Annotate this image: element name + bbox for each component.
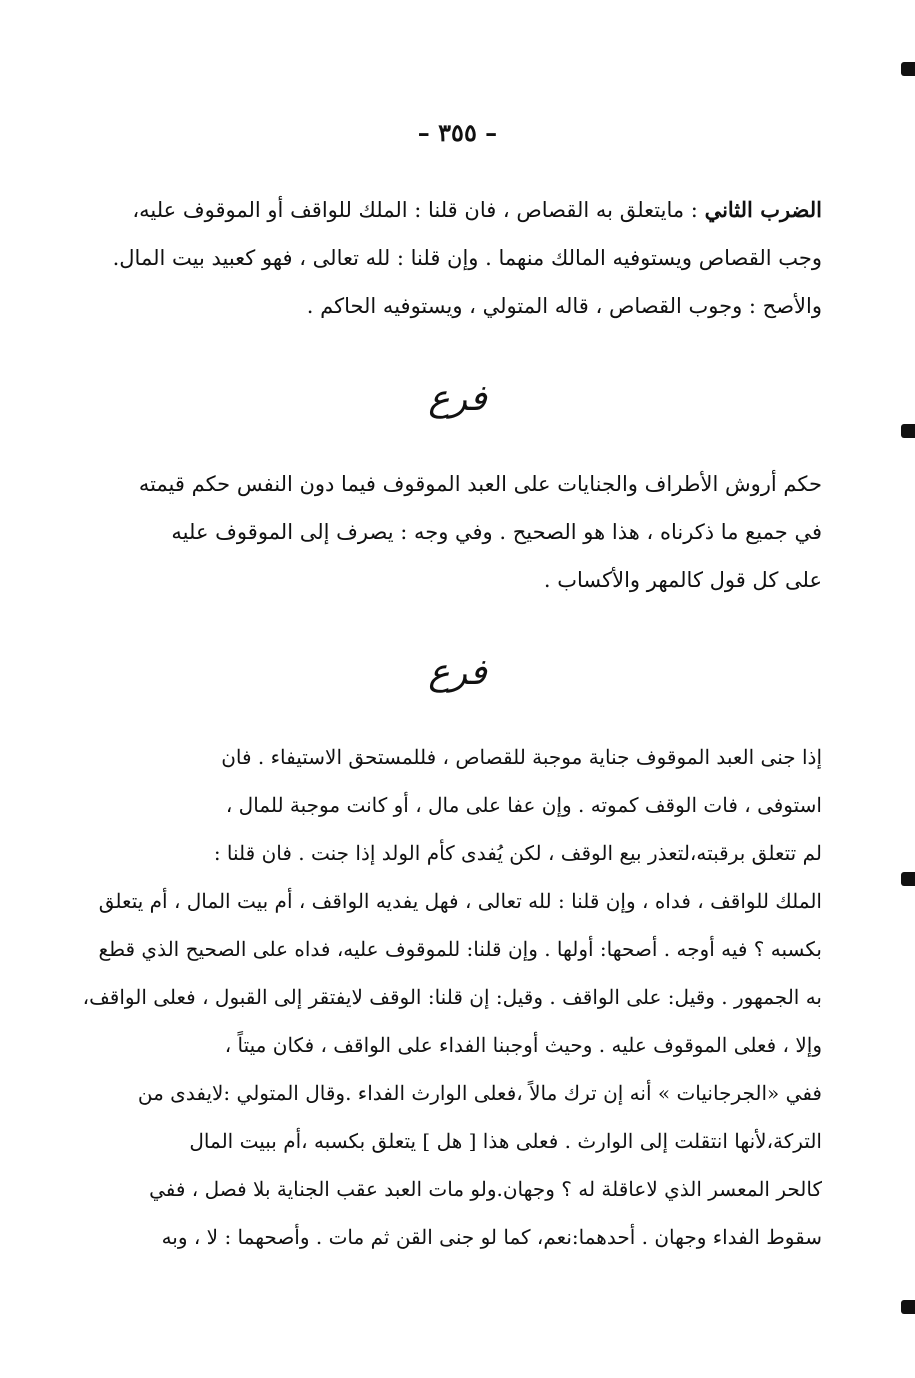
paragraph-line: سقوط الفداء وجهان . أحدهما:نعم، كما لو جنى القن ثم مات . وأصحهما : لا ، وبه (161, 1225, 822, 1249)
paragraph-line: على كل قول كالمهر والأكساب . (543, 568, 822, 592)
section-jinaya (82, 733, 822, 1261)
paragraph-line: وجب القصاص ويستوفيه المالك منهما . وإن قلنا : لله تعالى ، فهو كعبيد بيت المال. (112, 246, 822, 270)
scan-edge-mark (901, 872, 915, 886)
scan-edge-mark (901, 62, 915, 76)
paragraph-line: إذا جنى العبد الموقوف جناية موجبة للقصاص ، فللمستحق الاستيفاء . فان (221, 745, 822, 769)
page-number: – ٣٥٥ – (417, 118, 498, 147)
paragraph-line: به الجمهور . وقيل: على الواقف . وقيل: إن قلنا: الوقف لايفتقر إلى القبول ، فعلى الواقف، (82, 985, 822, 1009)
paragraph-line (82, 186, 822, 234)
paragraph-line: بكسبه ؟ فيه أوجه . أصحها: أولها . وإن قلنا: للموقوف عليه، فداه على الصحيح الذي قطع (98, 937, 822, 961)
paragraph-line: لم تتعلق برقبته،لتعذر بيع الوقف ، لكن يُفدى كأم الولد إذا جنت . فان قلنا : (213, 841, 822, 865)
section-qisas (82, 186, 822, 330)
paragraph-text: : مايتعلق به القصاص ، فان قلنا : الملك للواقف أو الموقوف عليه، (132, 198, 698, 222)
section-lead: الضرب الثاني (704, 197, 822, 222)
section-heading-far: فرع (428, 378, 487, 419)
scan-edge-mark (901, 1300, 915, 1314)
paragraph-line: حكم أروش الأطراف والجنايات على العبد الموقوف فيما دون النفس حكم قيمته (138, 472, 822, 496)
paragraph-line: ففي «الجرجانيات » أنه إن ترك مالاً ،فعلى الوارث الفداء .وقال المتولي :لايفدى من (137, 1081, 822, 1105)
paragraph-line: والأصح : وجوب القصاص ، قاله المتولي ، ويستوفيه الحاكم . (306, 294, 822, 318)
scan-edge-mark (901, 424, 915, 438)
section-heading-far: فرع (428, 652, 487, 693)
section-arsh (82, 460, 822, 604)
paragraph-line: وإلا ، فعلى الموقوف عليه . وحيث أوجبنا الفداء على الواقف ، فكان ميتاً ، (224, 1033, 822, 1057)
paragraph-line: التركة،لأنها انتقلت إلى الوارث . فعلى هذا [ هل ] يتعلق بكسبه ،أم ببيت المال (189, 1129, 822, 1153)
paragraph-line: كالحر المعسر الذي لاعاقلة له ؟ وجهان.ولو مات العبد عقب الجناية بلا فصل ، ففي (149, 1177, 822, 1201)
paragraph-line: في جميع ما ذكرناه ، هذا هو الصحيح . وفي وجه : يصرف إلى الموقوف عليه (171, 520, 822, 544)
paragraph-line: استوفى ، فات الوقف كموته . وإن عفا على مال ، أو كانت موجبة للمال ، (225, 793, 822, 817)
paragraph-line: الملك للواقف ، فداه ، وإن قلنا : لله تعالى ، فهل يفديه الواقف ، أم بيت المال ، أم يتعلق (98, 889, 822, 913)
